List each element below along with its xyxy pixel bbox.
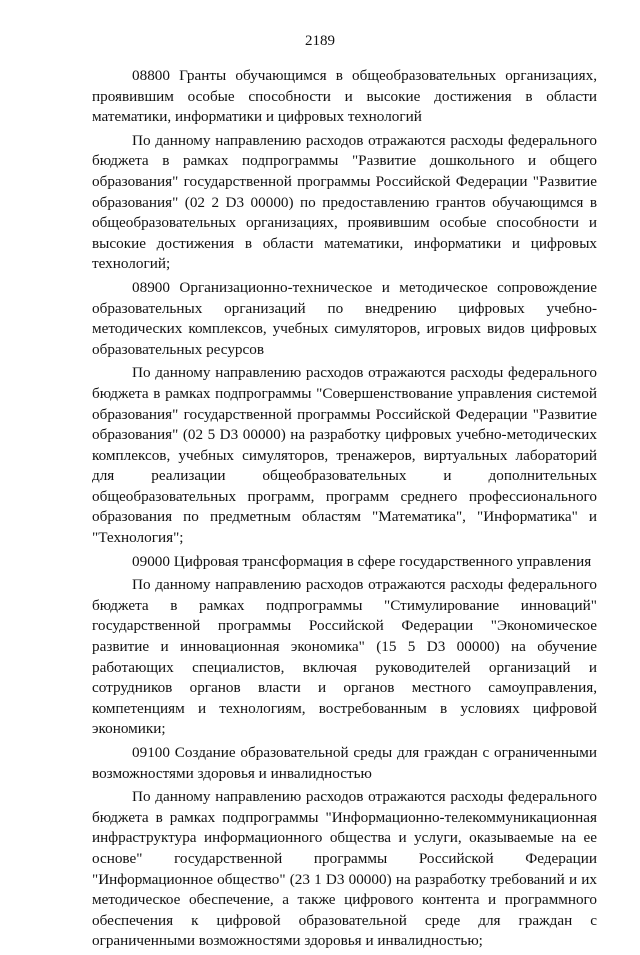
section-body-09100: По данному направлению расходов отражаются расходы федерального бюджета в рамках подпрограммы "Информационно-телекоммуникационная инфраструктура информационного общества и услуги, оказываемые на ее основе" государственной программы Российской Федерации "Информационное общество" (23 1 D3 00000) на разработку требований и их методическое обеспечение, а также цифрового контента и программного обеспечения к цифровой образовательной среде для граждан с ограниченными возможностями здоровья и инвалидностью;: [92, 788, 597, 950]
section-heading-09100: 09100 Создание образовательной среды для граждан с ограниченными возможностями здоровья и инвалидностью: [92, 744, 597, 782]
section-heading-09000: 09000 Цифровая трансформация в сфере государственного управления: [132, 552, 592, 570]
section-heading-08900: 08900 Организационно-техническое и методическое сопровождение образовательных организаций по внедрению цифровых учебно-методических комплексов, учебных симуляторов, игровых видов цифровых образовательных ресурсов: [92, 278, 597, 358]
section-body-08900: По данному направлению расходов отражаются расходы федерального бюджета в рамках подпрограммы "Совершенствование управления системой образования" государственной программы Российской Федерации "Развитие образования" (02 5 D3 00000) на разработку цифровых учебно-методических комплексов, учебных симуляторов, тренажеров, виртуальных лабораторий для реализации общеобразовательных и дополнительных общеобразовательных программ, программ среднего профессионального образования по предметным областям "Математика", "Информатика" и "Технология";: [92, 364, 597, 547]
section-body-08800: По данному направлению расходов отражаются расходы федерального бюджета в рамках подпрограммы "Развитие дошкольного и общего образования" государственной программы Российской Федерации "Развитие образования" (02 2 D3 00000) по предоставлению грантов обучающимся в общеобразовательных организациях, проявившим особые способности и высокие достижения в области математики, информатики и цифровых технологий;: [92, 131, 597, 273]
document-body: [92, 66, 597, 955]
section-heading-08800: 08800 Гранты обучающимся в общеобразовательных организациях, проявившим особые способности и высокие достижения в области математики, информатики и цифровых технологий: [92, 67, 597, 126]
section-body-09000: По данному направлению расходов отражаются расходы федерального бюджета в рамках подпрограммы "Стимулирование инноваций" государственной программы Российской Федерации "Экономическое развитие и инновационная экономика" (15 5 D3 00000) на обучение работающих специалистов, включая руководителей организаций и сотрудников органов власти и органов местного самоуправления, компетенциям и технологиям, востребованным в условиях цифровой экономики;: [92, 576, 597, 738]
page-number: 2189: [305, 33, 335, 49]
